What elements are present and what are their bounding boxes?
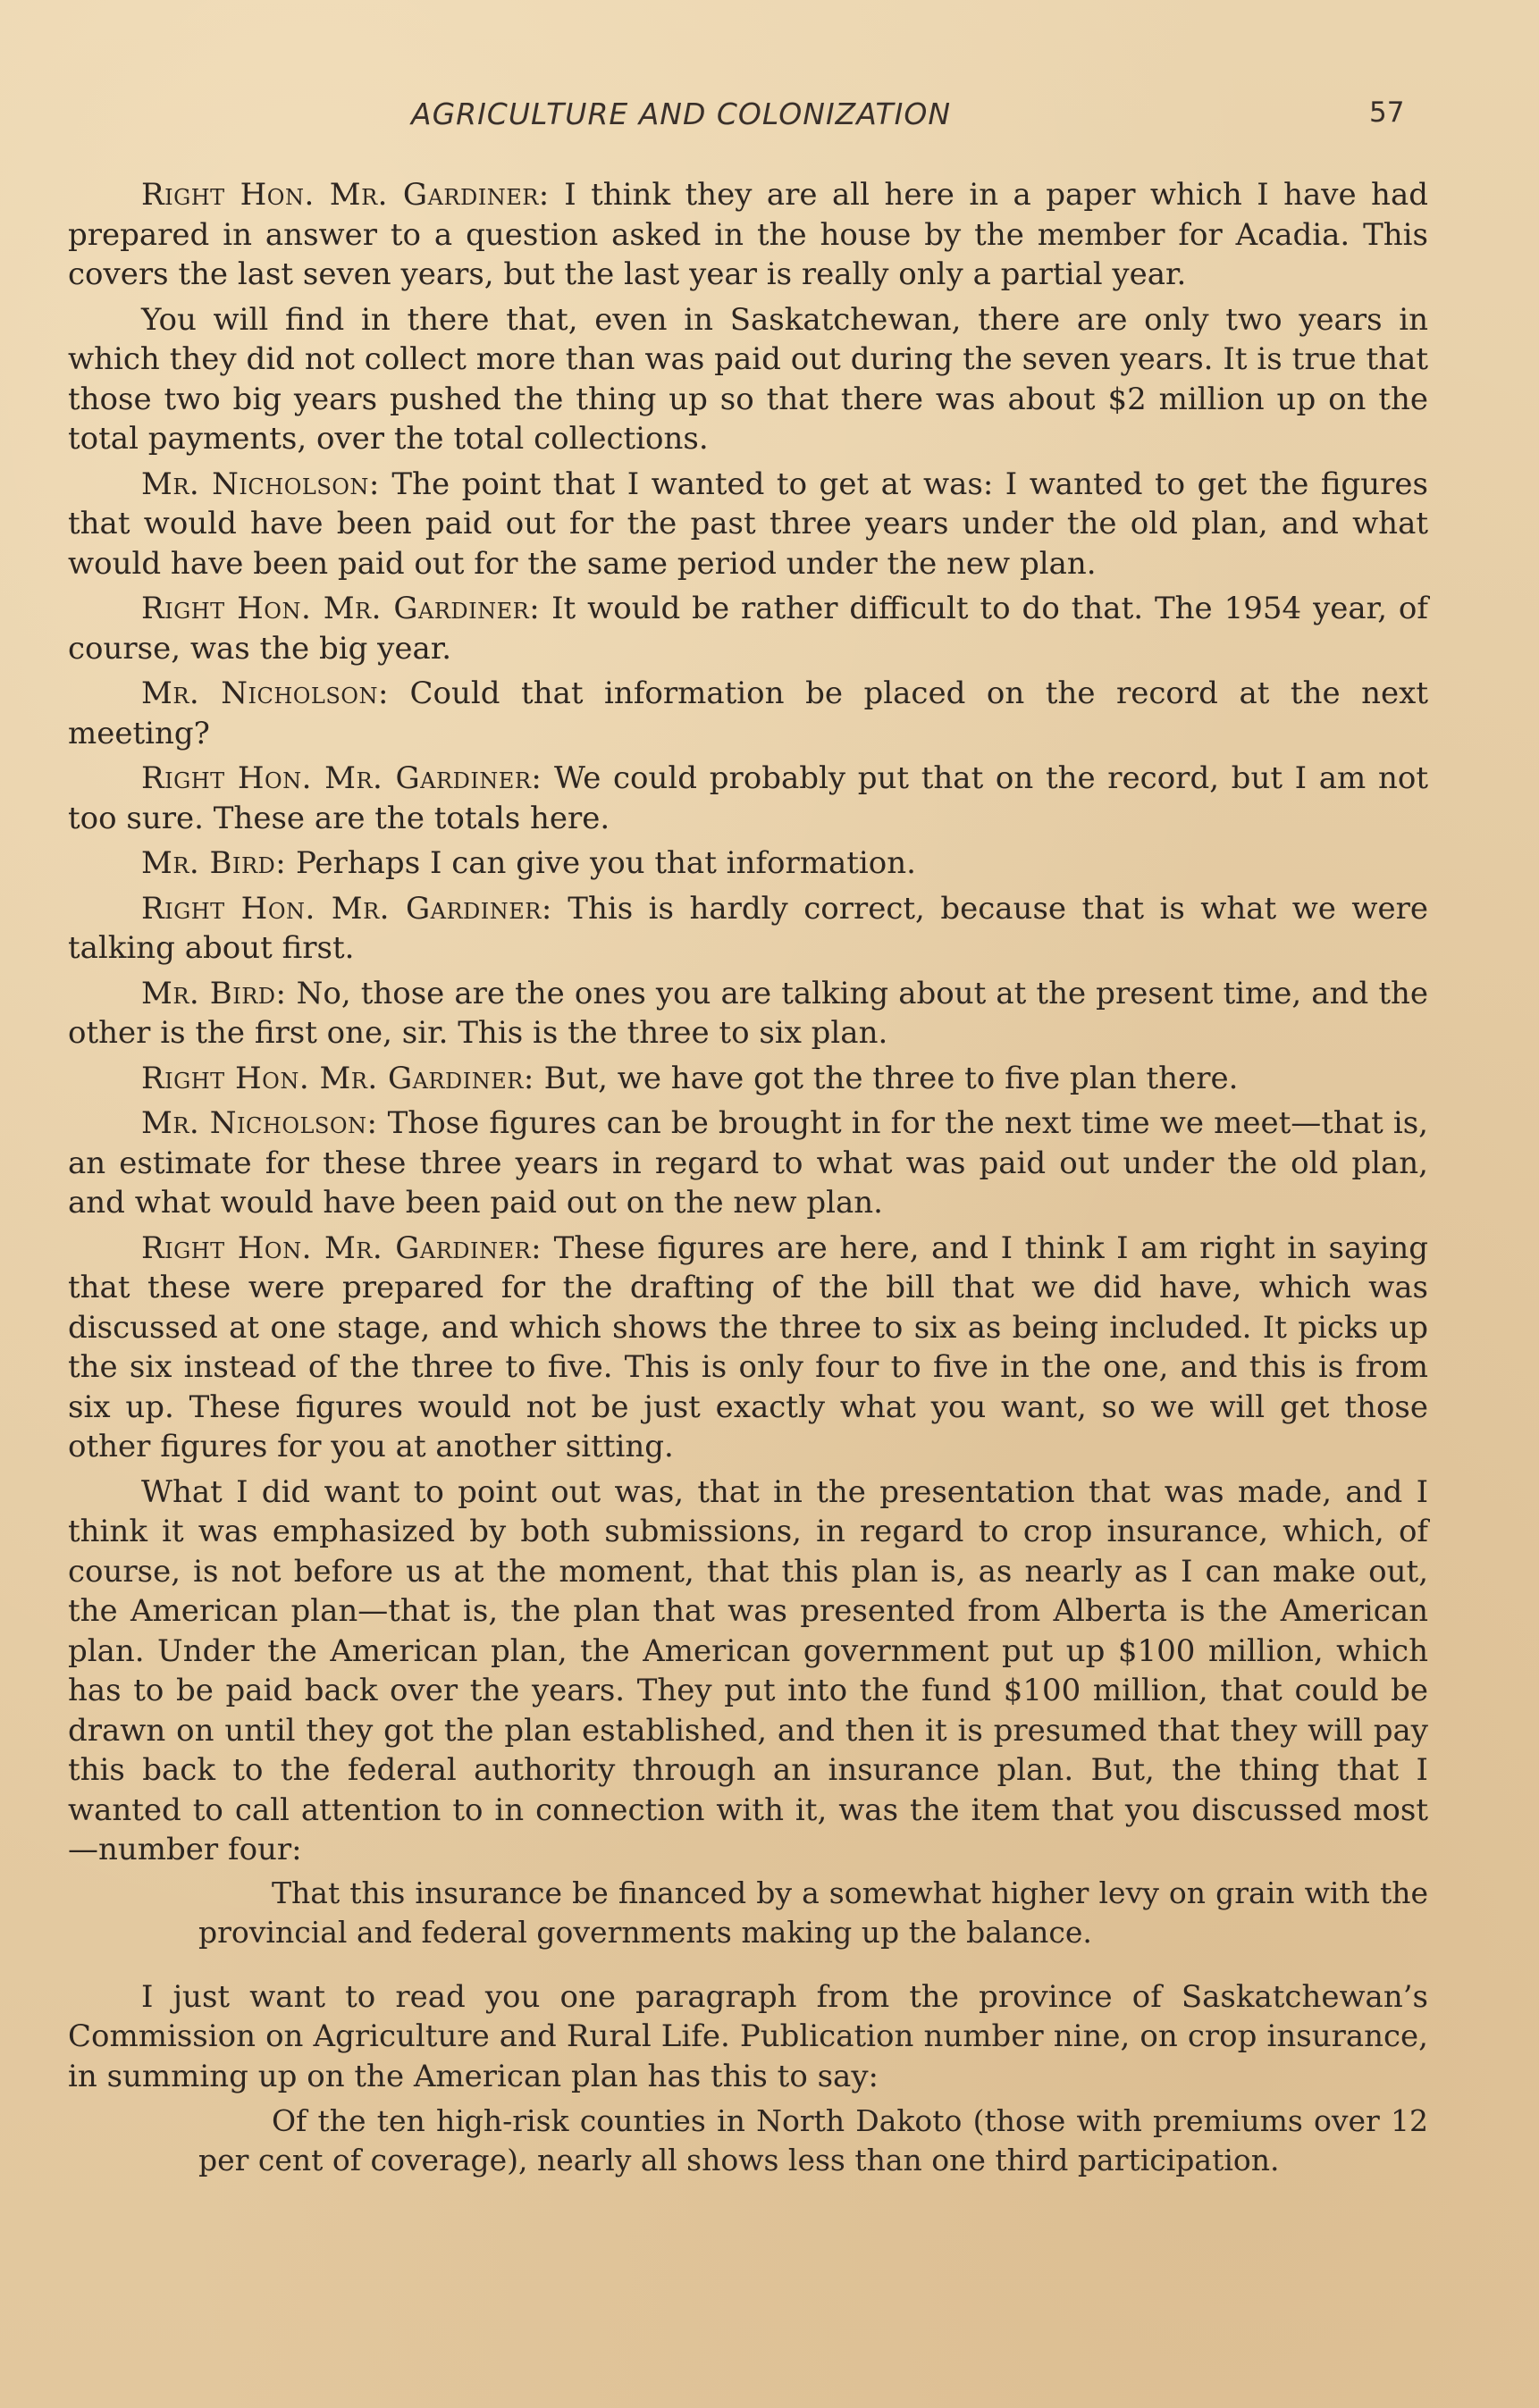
paragraph-text: I think they are all here in a paper which I have had prepared in answer to a question asked in the house by the member for Acadia. This covers the last seven years, but the last year is really only a partial year.: [68, 177, 1428, 292]
paragraph: [68, 1229, 1428, 1467]
body-text: [68, 175, 1428, 2205]
paragraph-text: What I did want to point out was, that in the presentation that was made, and I think it was emphasized by both submissions, in regard to crop insurance, which, of course, is not before us at the moment, that this plan is, as nearly as I can make out, the American plan—that is, the plan that was presented from Alberta is the American plan. Under the American plan, the American government put up $100 million, which has to be paid back over the years. They put into the fund $100 million, that could be drawn on until they got the plan established, and then it is presumed that they will pay this back to the federal authority through an insurance plan. But, the thing that I wanted to call attention to in connection with it, was the item that you discussed most—number four:: [68, 1473, 1428, 1867]
paragraph-text: These figures are here, and I think I am right in saying that these were prepared for the drafting of the bill that we did have, which was discussed at one stage, and which shows the three to six as being included. It picks up the six instead of the three to five. This is only four to five in the one, and this is from six up. These figures would not be just exactly what you want, so we will get those other figures for you at another sitting.: [68, 1229, 1428, 1464]
speaker-name: Mr. Nicholson:: [141, 1105, 378, 1141]
paragraph: [68, 1103, 1428, 1223]
running-header: [0, 96, 1539, 139]
paragraph-text: You will find in there that, even in Saskatchewan, there are only two years in which they did not collect more than was paid out during the seven years. It is true that those two big years pushed the thing up so that there was about $2 million up on the total payments, over the total collections.: [68, 301, 1428, 457]
paragraph-text: This is hardly correct, because that is what we were talking about first.: [68, 890, 1428, 966]
running-title: AGRICULTURE AND COLONIZATION: [411, 96, 952, 131]
speaker-name: Right Hon. Mr. Gardiner:: [141, 177, 550, 213]
speaker-name: Mr. Nicholson:: [141, 466, 380, 502]
speaker-name: Mr. Bird:: [141, 975, 287, 1011]
paragraph: [68, 759, 1428, 838]
paragraph-text: The point that I wanted to get at was: I wanted to get the figures that would have been paid out for the past three years under the old plan, and what would have been paid out for the same period under the new plan.: [68, 466, 1428, 582]
speaker-name: Right Hon. Mr. Gardiner:: [141, 1229, 542, 1266]
paragraph: [68, 1472, 1428, 1870]
paragraph-text: No, those are the ones you are talking about at the present time, and the other is the first one, sir. This is the three to six plan.: [68, 975, 1428, 1051]
block-quote: Of the ten high-risk counties in North Dakoto (those with premiums over 12 per cent of coverage), nearly all shows less than one third participation.: [198, 2103, 1428, 2177]
paragraph-text: Could that information be placed on the record at the next meeting?: [68, 675, 1428, 751]
speaker-name: Right Hon. Mr. Gardiner:: [141, 890, 552, 927]
paragraph: [68, 674, 1428, 753]
paragraph: [68, 1059, 1428, 1099]
paragraph-text: Perhaps I can give you that information.: [286, 845, 916, 881]
speaker-name: Mr. Bird:: [141, 845, 287, 881]
paragraph: [68, 300, 1428, 459]
speaker-name: Right Hon. Mr. Gardiner:: [141, 760, 542, 796]
paragraph-text: But, we have got the three to five plan there.: [534, 1060, 1239, 1096]
speaker-name: Right Hon. Mr. Gardiner:: [141, 1060, 534, 1096]
speaker-name: Mr. Nicholson:: [141, 675, 389, 711]
paragraph-text: We could probably put that on the record, but I am not too sure. These are the totals here.: [68, 760, 1428, 836]
paragraph: [68, 589, 1428, 668]
paragraph: [68, 843, 1428, 884]
paragraph-text: It would be rather difficult to do that. The 1954 year, of course, was the big year.: [68, 591, 1428, 667]
paragraph: [68, 175, 1428, 295]
speaker-name: Right Hon. Mr. Gardiner:: [141, 591, 541, 626]
page-number: 57: [1369, 96, 1405, 129]
paragraph-text: Those figures can be brought in for the next time we meet—that is, an estimate for these three years in regard to what was paid out under the old plan, and what would have been paid out on the new plan.: [68, 1105, 1428, 1221]
paragraph: [68, 465, 1428, 584]
paragraph: [68, 974, 1428, 1053]
paragraph: [68, 889, 1428, 969]
paragraph: I just want to read you one paragraph from the province of Saskatchewan’s Commission on Agriculture and Rural Life. Publication number nine, on crop insurance, in summing up on the American plan has this to say:: [68, 1978, 1428, 2094]
block-quote: That this insurance be financed by a somewhat higher levy on grain with the provincial and federal governments making up the balance.: [198, 1875, 1428, 1950]
